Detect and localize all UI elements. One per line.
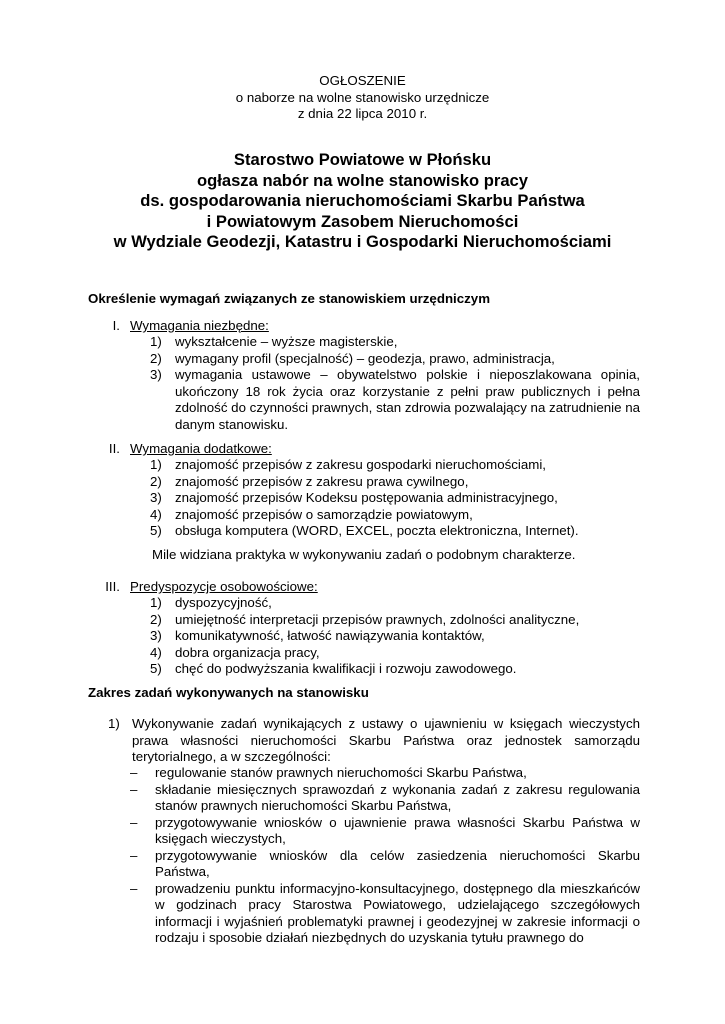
list-item <box>130 782 640 815</box>
section-numeral: III. <box>105 579 120 594</box>
practice-note: Mile widziana praktyka w wykonywaniu zadań o podobnym charakterze. <box>152 547 576 562</box>
item-text: dobra organizacja pracy, <box>175 644 320 660</box>
item-text: znajomość przepisów Kodeksu postępowania administracyjnego, <box>175 490 558 505</box>
item-number: 1) <box>150 595 162 610</box>
requirements-list-additional <box>150 457 640 540</box>
list-item <box>150 351 640 368</box>
item-number: 4) <box>150 644 162 660</box>
item-number: 2) <box>150 473 162 489</box>
task-subitems-list <box>130 765 640 947</box>
announcement-label: OGŁOSZENIE <box>319 73 406 88</box>
item-text: Wykonywanie zadań wynikających z ustawy o ujawnieniu w księgach wieczystych prawa własności nieruchomości Skarbu Państwa oraz jednostek samorządu terytorialnego, a w szczególności: <box>132 716 640 764</box>
list-item <box>150 628 640 645</box>
item-text: obsługa komputera (WORD, EXCEL, poczta elektroniczna, Internet). <box>175 523 579 538</box>
list-item <box>150 367 640 433</box>
item-number: 3) <box>150 367 162 382</box>
list-item <box>150 507 640 524</box>
section-label: Wymagania niezbędne: <box>130 318 269 333</box>
dash-bullet: – <box>130 814 138 830</box>
list-item <box>150 523 640 540</box>
item-text: wymagany profil (specjalność) – geodezja, prawo, administracja, <box>175 350 555 366</box>
item-text: składanie miesięcznych sprawozdań z wykonania zadań z zakresu regulowania stanów prawnych nieruchomości Skarbu Państwa, <box>155 781 640 813</box>
dash-bullet: – <box>130 765 138 780</box>
title-line: i Powiatowym Zasobem Nieruchomości <box>206 211 519 231</box>
item-text: przygotowywanie wniosków o ujawnienie prawa własności Skarbu Państwa w księgach wieczystych, <box>155 814 640 846</box>
item-number: 4) <box>150 506 162 522</box>
item-number: 1) <box>150 334 162 349</box>
requirements-heading: Określenie wymagań związanych ze stanowiskiem urzędniczym <box>88 291 491 306</box>
item-text: wymagania ustawowe – obywatelstwo polskie i nieposzlakowana opinia, ukończony 18 rok życia oraz korzystanie z pełni praw publicznych i pełna zdolność do czynności prawnych, stan zdrowia pozwalający na zatrudnienie na danym stanowisku. <box>175 367 640 432</box>
item-text: znajomość przepisów z zakresu prawa cywilnego, <box>175 473 469 489</box>
item-text: wykształcenie – wyższe magisterskie, <box>175 334 398 349</box>
item-text: chęć do podwyższania kwalifikacji i rozwoju zawodowego. <box>175 661 517 676</box>
title-line: ds. gospodarowania nieruchomościami Skarbu Państwa <box>140 191 585 210</box>
item-text: znajomość przepisów o samorządzie powiatowym, <box>175 506 473 522</box>
item-number: 5) <box>150 661 162 676</box>
item-text: znajomość przepisów z zakresu gospodarki nieruchomościami, <box>175 457 546 472</box>
announcement-date: z dnia 22 lipca 2010 r. <box>297 106 428 121</box>
item-text: prowadzeniu punktu informacyjno-konsultacyjnego, dostępnego dla mieszkańców w godzinach pracy Starostwa Powiatowego, udzielającego szczegółowych informacji i wyjaśnień problematyki prawnej i geodezyjnej w zakresie informacji o rodzaju i sposobie działań niezbędnych do uzyskania tytułu prawnego do <box>155 880 640 945</box>
tasks-heading: Zakres zadań wykonywanych na stanowisku <box>88 685 369 700</box>
section-numeral: I. <box>112 318 120 333</box>
title-line: Starostwo Powiatowe w Płońsku <box>233 150 492 169</box>
item-number: 1) <box>108 716 120 731</box>
list-item <box>150 457 640 474</box>
list-item <box>150 474 640 491</box>
list-item <box>150 334 640 351</box>
item-text: regulowanie stanów prawnych nieruchomości Skarbu Państwa, <box>155 765 527 780</box>
section-label: Predyspozycje osobowościowe: <box>130 579 318 594</box>
list-item <box>130 848 640 881</box>
personal-predispositions-list <box>150 595 640 678</box>
title-line: w Wydziale Geodezji, Katastru i Gospodarki Nieruchomościami <box>113 232 612 251</box>
list-item <box>130 815 640 848</box>
item-text: przygotowywanie wniosków dla celów zasiedzenia nieruchomości Skarbu Państwa, <box>155 847 640 879</box>
list-item <box>130 765 640 782</box>
item-number: 3) <box>150 490 162 505</box>
dash-bullet: – <box>130 880 138 896</box>
item-number: 5) <box>150 523 162 538</box>
item-number: 1) <box>150 457 162 472</box>
list-item <box>150 595 640 612</box>
list-item <box>150 612 640 629</box>
list-item <box>150 490 640 507</box>
section-label: Wymagania dodatkowe: <box>130 441 272 456</box>
item-number: 3) <box>150 628 162 643</box>
list-item <box>150 661 640 678</box>
item-number: 2) <box>150 350 162 366</box>
dash-bullet: – <box>130 847 138 863</box>
item-text: komunikatywność, łatwość nawiązywania kontaktów, <box>175 628 485 643</box>
item-text: umiejętność interpretacji przepisów prawnych, zdolności analityczne, <box>175 611 580 627</box>
list-item <box>150 645 640 662</box>
requirements-list-mandatory <box>150 334 640 433</box>
task-item <box>108 716 640 766</box>
document-title <box>0 150 725 253</box>
title-line: ogłasza nabór na wolne stanowisko pracy <box>196 170 529 190</box>
item-number: 2) <box>150 611 162 627</box>
item-text: dyspozycyjność, <box>175 595 272 610</box>
announcement-subtitle: o naborze na wolne stanowisko urzędnicze <box>235 90 490 105</box>
dash-bullet: – <box>130 781 138 797</box>
section-numeral: II. <box>108 441 120 456</box>
list-item <box>130 881 640 947</box>
